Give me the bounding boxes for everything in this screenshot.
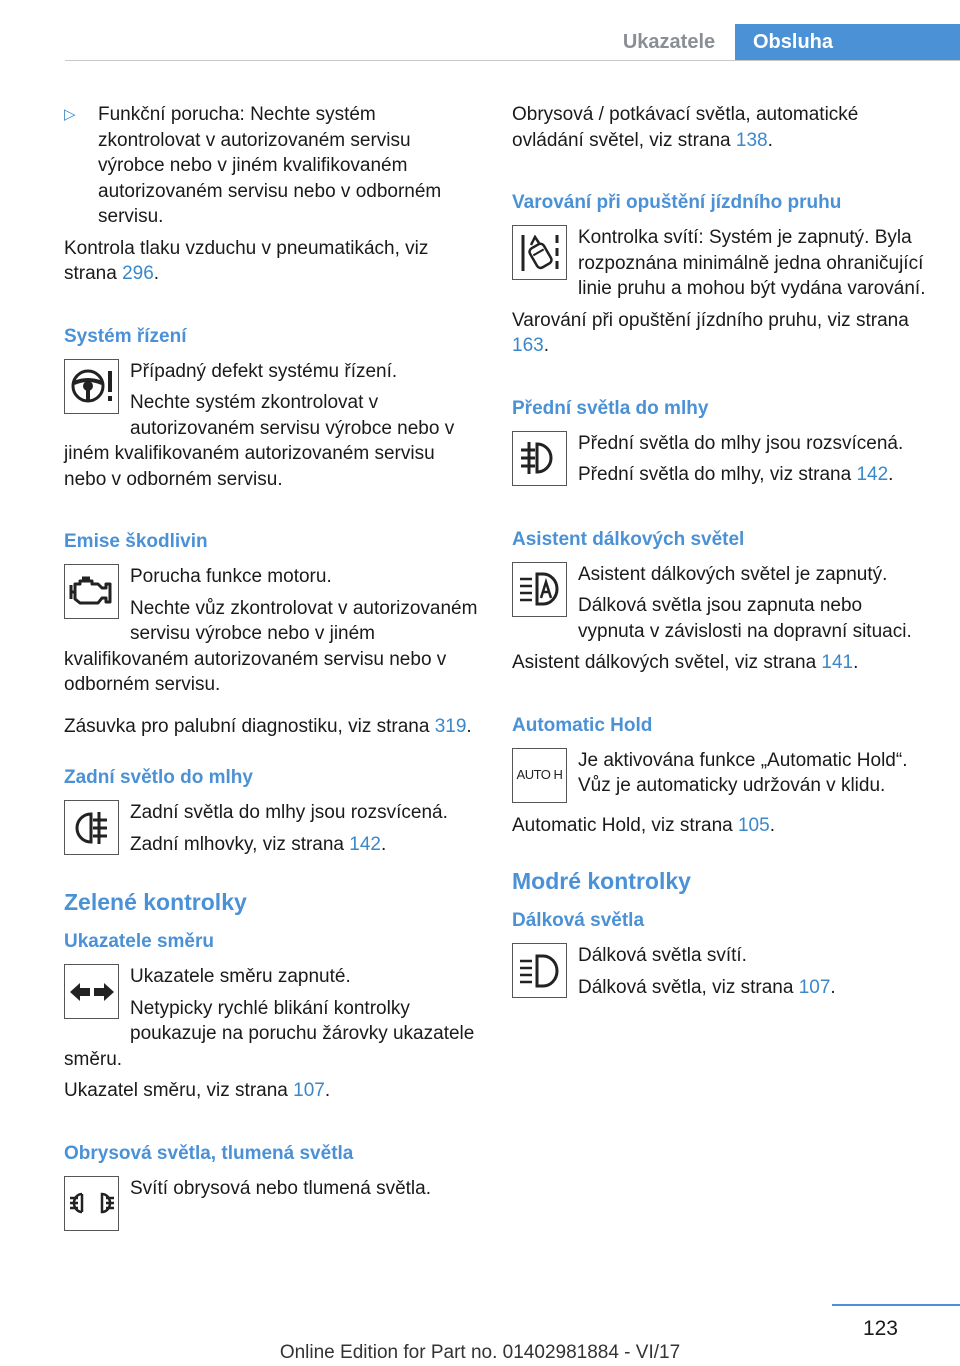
frontfog-ref-label: Přední světla do mlhy, viz strana (578, 464, 852, 485)
emission-line2: Nechte vůz zkontrolovat v autorizovaném servisu výrobce nebo v jiném kvalifikovaném autorizovaném servisu nebo v odborném servisu. (64, 597, 478, 695)
rear-fog-light-icon (64, 800, 119, 855)
page-ref-141[interactable]: 141 (821, 652, 854, 673)
parking-continuation: Obrysová / potkávací světla, automatické ovládání světel, viz strana 138. (512, 104, 859, 151)
parking-light-icon (64, 1176, 119, 1231)
lane-item (512, 225, 932, 302)
malfunction-bullet (64, 102, 480, 230)
rearfog-item (64, 800, 480, 859)
section-steering-title: Systém řízení (64, 325, 187, 347)
lane-departure-icon (512, 225, 567, 280)
highbeam-ref-label: Dálková světla, viz strana (578, 976, 794, 998)
left-column (64, 102, 480, 1235)
section-turn-title: Ukazatele směru (64, 931, 214, 952)
highbeam-assist-line1: Asistent dálkových světel je zapnutý. (578, 563, 888, 585)
group-green-title: Zelené kontrolky (64, 889, 247, 915)
diagnostics-text: Zásuvka pro palubní diagnostiku, viz strana 319. (64, 715, 472, 737)
tire-pressure-text: Kontrola tlaku vzduchu v pneumatikách, viz strana 296. (64, 237, 429, 284)
parking-line1: Svítí obrysová nebo tlumená světla. (130, 1177, 431, 1199)
lane-ref-text: Varování při opuštění jízdního pruhu, viz strana 163. (512, 309, 909, 356)
page-ref-138[interactable]: 138 (735, 129, 768, 151)
section-rearfog-title: Zadní světlo do mlhy (64, 767, 253, 788)
highbeam-assist-ref-label: Asistent dálkových světel, viz strana (512, 652, 817, 673)
steering-warning-icon (64, 359, 119, 414)
front-fog-light-icon (512, 431, 567, 486)
autohold-item (512, 748, 932, 807)
auto-hold-icon-text: AUTO H (516, 767, 563, 783)
section-highbeam-title: Dálková světla (512, 910, 645, 931)
section-lane-title: Varování při opuštění jízdního pruhu (512, 192, 842, 213)
page-ref-163[interactable]: 163 (512, 335, 544, 356)
frontfog-line1: Přední světla do mlhy jsou rozsvícená. (578, 432, 904, 454)
section-autohold-title: Automatic Hold (512, 714, 653, 736)
page-number: 123 (862, 1317, 898, 1340)
bullet-text: Funkční porucha: Nechte systém zkontrolovat v autorizovaném servisu výrobce nebo v jiném kvalifikovaném autorizovaném servisu nebo v odborném servisu. (98, 104, 442, 227)
engine-icon (64, 564, 119, 619)
page-ref-319[interactable]: 319 (434, 715, 467, 737)
tire-pressure-label: Kontrola tlaku vzduchu v pneumatikách, viz strana (64, 237, 429, 284)
section-emission-title: Emise škodlivin (64, 531, 208, 552)
turn-ref-text: Ukazatel směru, viz strana 107. (64, 1080, 331, 1101)
highbeam-assist-line2: Dálková světla jsou zapnuta nebo vypnuta v závislosti na dopravní situaci. (578, 595, 912, 642)
turn-signal-icon (64, 964, 119, 1019)
steering-item (64, 359, 480, 493)
diagnostics-label: Zásuvka pro palubní diagnostiku, viz strana (64, 715, 430, 737)
page-ref-142-rearfog[interactable]: 142 (349, 833, 381, 855)
edition-footer: Online Edition for Part no. 01402981884 - VI/17 (279, 1342, 681, 1363)
rearfog-line2: Zadní mlhovky, viz strana 142. (130, 833, 387, 855)
page-ref-296[interactable]: 296 (122, 263, 154, 284)
high-beam-assistant-icon (512, 562, 567, 617)
highbeam-assist-ref-text: Asistent dálkových světel, viz strana 141. (512, 652, 859, 673)
autohold-line1: Je aktivována funkce „Automatic Hold“. Vůz je automaticky udržován v klidu. (578, 749, 908, 796)
header-tab-obsluha[interactable]: Obsluha (735, 24, 960, 61)
page-ref-107-highbeam[interactable]: 107 (798, 976, 831, 998)
parking-cont-label: Obrysová / potkávací světla, automatické ovládání světel, viz strana (512, 104, 859, 151)
group-blue-title: Modré kontrolky (512, 868, 691, 894)
triangle-bullet-icon: ▷ (64, 106, 76, 123)
header-tab-ukazatele[interactable]: Ukazatele (622, 31, 716, 53)
section-parking-title: Obrysová světla, tlumená světla (64, 1142, 354, 1164)
autohold-ref-text: Automatic Hold, viz strana 105. (512, 814, 775, 836)
turn-line2: Netypicky rychlé blikání kontrolky poukazuje na poruchu žárovky ukazatele směru. (64, 997, 475, 1070)
high-beam-icon (512, 943, 567, 998)
emission-item (64, 564, 480, 698)
header-divider (65, 60, 960, 61)
right-column (512, 102, 932, 1002)
page-ref-107-turn[interactable]: 107 (293, 1080, 325, 1101)
turn-line1: Ukazatele směru zapnuté. (130, 966, 351, 987)
rearfog-line1: Zadní světla do mlhy jsou rozsvícená. (130, 802, 448, 823)
parking-item (64, 1176, 480, 1235)
section-highbeam-assist-title: Asistent dálkových světel (512, 528, 745, 550)
frontfog-item (512, 431, 932, 490)
highbeam-line2: Dálková světla, viz strana 107. (578, 976, 836, 998)
footer-accent-line (832, 1304, 960, 1306)
auto-hold-icon (512, 748, 567, 803)
turn-item (64, 964, 480, 1072)
steering-line2: Nechte systém zkontrolovat v autorizovaném servisu výrobce nebo v jiném kvalifikovaném autorizovaném servisu nebo v odborném servisu. (64, 392, 455, 490)
frontfog-line2: Přední světla do mlhy, viz strana 142. (578, 464, 894, 485)
steering-line1: Případný defekt systému řízení. (130, 360, 398, 382)
page-ref-142-frontfog[interactable]: 142 (856, 464, 889, 485)
rearfog-ref-label: Zadní mlhovky, viz strana (130, 833, 345, 855)
page-ref-105[interactable]: 105 (737, 814, 770, 836)
section-frontfog-title: Přední světla do mlhy (512, 397, 709, 419)
emission-line1: Porucha funkce motoru. (130, 566, 332, 587)
highbeam-assist-item (512, 562, 932, 645)
autohold-ref-label: Automatic Hold, viz strana (512, 814, 733, 836)
turn-ref-label: Ukazatel směru, viz strana (64, 1080, 288, 1101)
lane-ref-label: Varování při opuštění jízdního pruhu, viz strana (512, 309, 909, 331)
highbeam-item (512, 943, 932, 1002)
lane-line1: Kontrolka svítí: Systém je zapnutý. Byla rozpoznána minimálně jedna ohraničující linie pruhu a mohou být vydána varování. (578, 227, 926, 299)
highbeam-line1: Dálková světla svítí. (578, 945, 747, 966)
